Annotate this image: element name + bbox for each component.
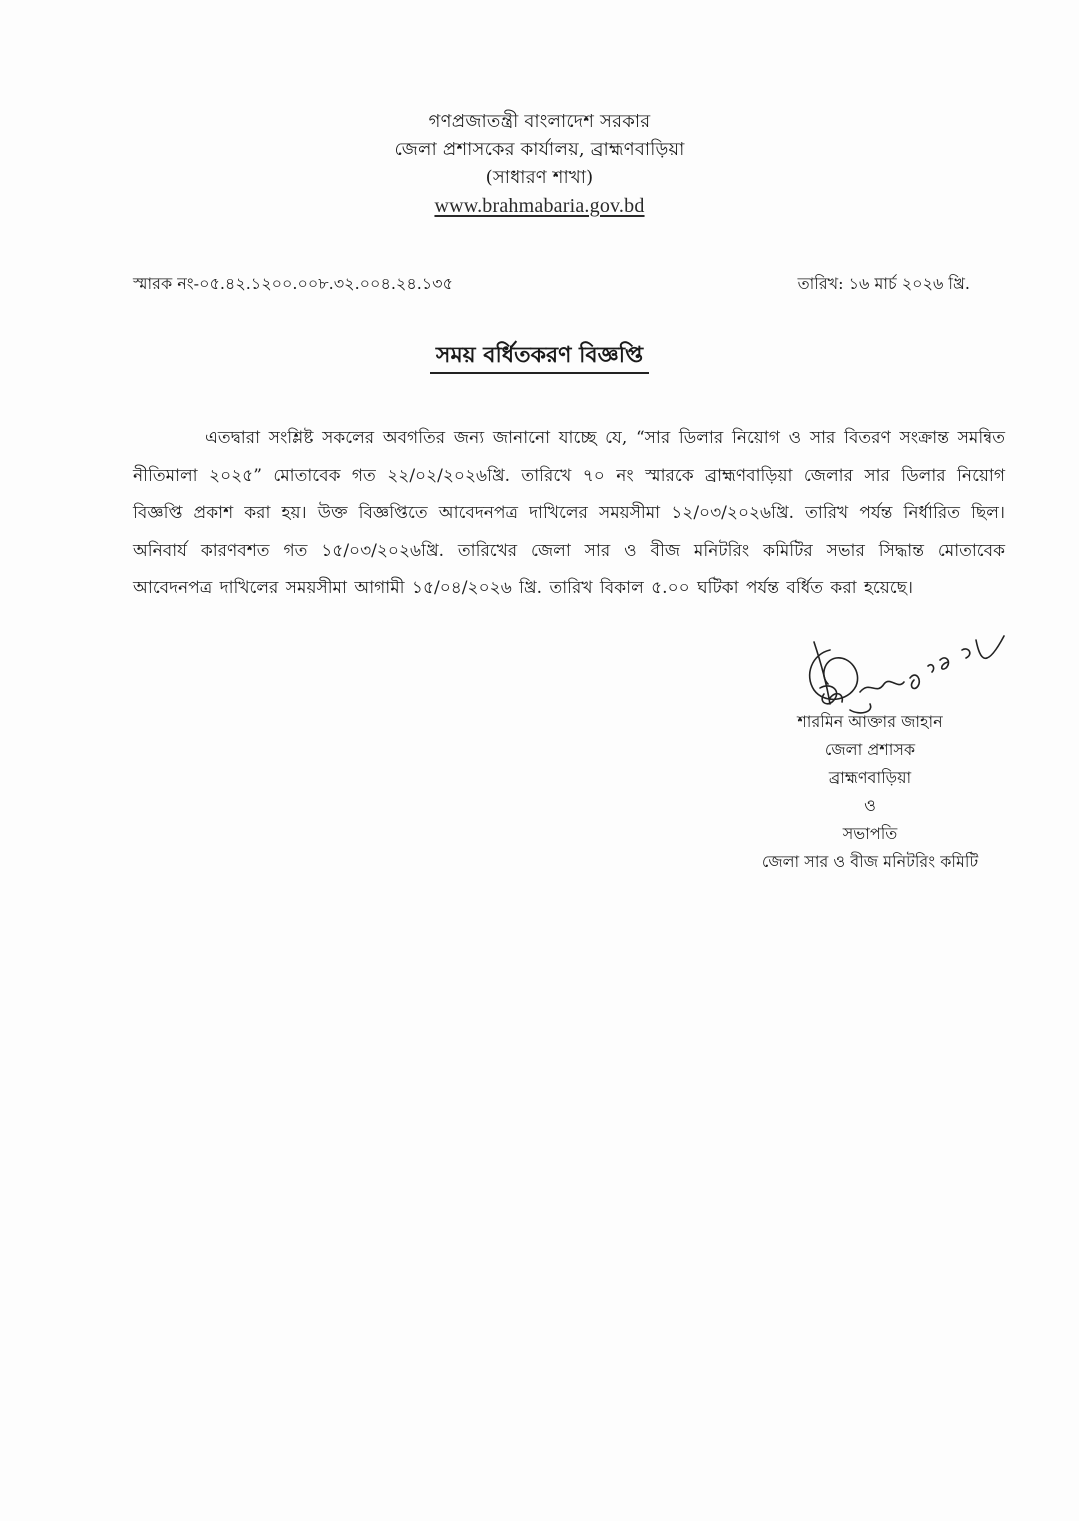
letterhead: [0, 108, 1079, 220]
signatory-conjunction: ও: [864, 796, 876, 815]
signatory-designation: জেলা প্রশাসক: [824, 740, 916, 759]
memo-number: স্মারক নং-০৫.৪২.১২০০.০০৮.৩২.০০৪.২৪.১৩৫: [133, 274, 453, 293]
signatory-district: ব্রাহ্মণবাড়িয়া: [828, 768, 912, 787]
reference-row: [133, 271, 970, 297]
notice-body: এতদ্বারা সংশ্লিষ্ট সকলের অবগতির জন্য জানানো যাচ্ছে যে, “সার ডিলার নিয়োগ ও সার বিতরণ সংক্রান্ত সমন্বিত নীতিমালা ২০২৫” মোতাবেক গত ২২/০২/২০২৬খ্রি. তারিখে ৭০ নং স্মারকে ব্রাহ্মণবাড়িয়া জেলার সার ডিলার নিয়োগ বিজ্ঞপ্তি প্রকাশ করা হয়। উক্ত বিজ্ঞপ্তিতে আবেদনপত্র দাখিলের সময়সীমা ১২/০৩/২০২৬খ্রি. তারিখ পর্যন্ত নির্ধারিত ছিল। অনিবার্য কারণবশত গত ১৫/০৩/২০২৬খ্রি. তারিখের জেলা সার ও বীজ মনিটরিং কমিটির সভার সিদ্ধান্ত মোতাবেক আবেদনপত্র দাখিলের সময়সীমা আগামী ১৫/০৪/২০২৬ খ্রি. তারিখ বিকাল ৫.০০ ঘটিকা পর্যন্ত বর্ধিত করা হয়েছে।: [133, 428, 1005, 598]
signatory-name: শারমিন আক্তার জাহান: [797, 712, 943, 731]
office-name: জেলা প্রশাসকের কার্যালয়, ব্রাহ্মণবাড়িয়া: [394, 139, 685, 160]
signatory-committee: জেলা সার ও বীজ মনিটরিং কমিটি: [761, 852, 979, 871]
government-name: গণপ্রজাতন্ত্রী বাংলাদেশ সরকার: [428, 111, 651, 132]
section-name: (সাধারণ শাখা): [485, 167, 594, 188]
signatory-role: সভাপতি: [842, 824, 898, 843]
website-link[interactable]: www.brahmabaria.gov.bd: [434, 195, 645, 217]
issue-date: তারিখ: ১৬ মার্চ ২০২৬ খ্রি.: [797, 274, 970, 293]
notice-title-wrapper: [0, 340, 1079, 374]
notice-title: সময় বর্ধিতকরণ বিজ্ঞপ্তি: [430, 340, 649, 374]
signatory-block: [660, 708, 1079, 876]
